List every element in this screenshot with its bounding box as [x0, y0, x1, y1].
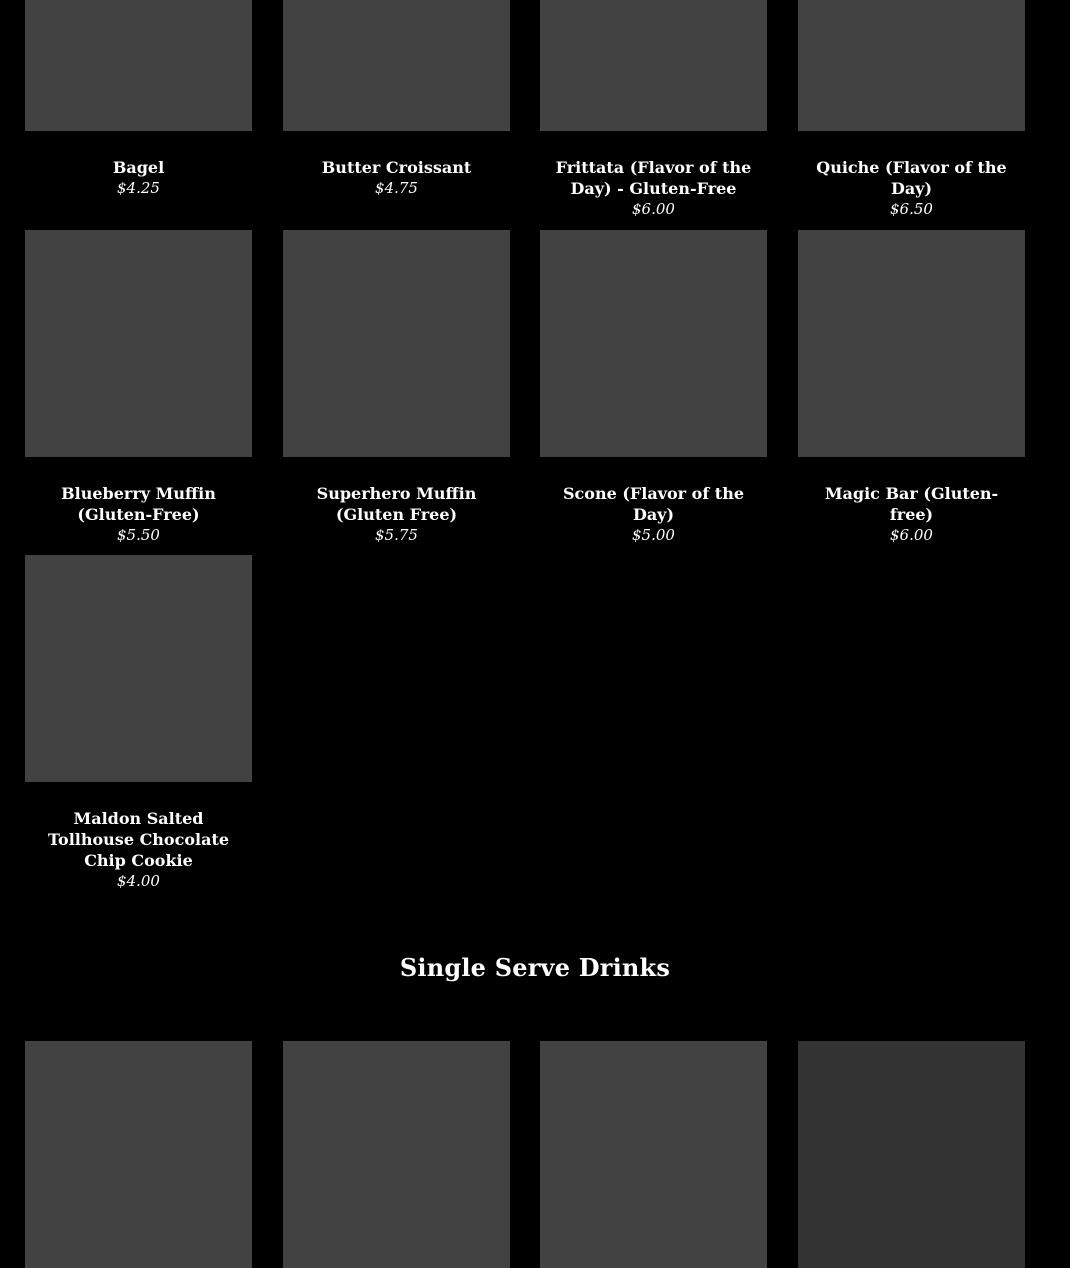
product-name[interactable]: Blueberry Muffin (Gluten-Free): [61, 484, 216, 524]
product-card[interactable]: [25, 0, 252, 199]
product-price: $6.00: [632, 200, 675, 218]
product-price: $6.50: [890, 200, 933, 218]
product-price: $4.75: [375, 179, 418, 197]
product-name[interactable]: Frittata (Flavor of the Day) - Gluten-Free: [555, 158, 752, 198]
drink-card[interactable]: [798, 1041, 1025, 1268]
product-card[interactable]: [798, 0, 1025, 220]
product-price: $4.25: [117, 179, 160, 197]
product-name[interactable]: Superhero Muffin (Gluten Free): [316, 484, 477, 524]
product-name[interactable]: Bagel: [112, 158, 165, 177]
product-card[interactable]: [540, 0, 767, 220]
product-price: $5.50: [117, 526, 160, 544]
product-card[interactable]: [25, 555, 252, 892]
product-image[interactable]: [25, 1041, 252, 1268]
product-image[interactable]: [25, 555, 252, 782]
product-image[interactable]: [540, 0, 767, 131]
product-name[interactable]: Butter Croissant: [321, 158, 472, 177]
drink-card[interactable]: [283, 1041, 510, 1268]
section-title-single-serve-drinks: Single Serve Drinks: [399, 953, 671, 982]
product-price: $5.00: [632, 526, 675, 544]
product-image[interactable]: [798, 0, 1025, 131]
product-card[interactable]: [283, 230, 510, 546]
product-image[interactable]: [798, 230, 1025, 457]
product-card[interactable]: [540, 230, 767, 546]
drink-card[interactable]: [25, 1041, 252, 1268]
product-price: $5.75: [375, 526, 418, 544]
product-image[interactable]: [283, 0, 510, 131]
product-card[interactable]: [283, 0, 510, 199]
product-image[interactable]: [798, 1041, 1025, 1268]
product-image[interactable]: [25, 230, 252, 457]
product-name[interactable]: Maldon Salted Tollhouse Chocolate Chip Cookie: [47, 809, 230, 870]
product-image[interactable]: [540, 230, 767, 457]
product-name[interactable]: Quiche (Flavor of the Day): [816, 158, 1007, 198]
product-image[interactable]: [283, 1041, 510, 1268]
product-image[interactable]: [540, 1041, 767, 1268]
product-name[interactable]: Magic Bar (Gluten-free): [824, 484, 999, 524]
product-price: $6.00: [890, 526, 933, 544]
product-card[interactable]: [25, 230, 252, 546]
product-image[interactable]: [25, 0, 252, 131]
drink-card[interactable]: [540, 1041, 767, 1268]
product-price: $4.00: [117, 872, 160, 890]
product-image[interactable]: [283, 230, 510, 457]
product-card[interactable]: [798, 230, 1025, 546]
product-name[interactable]: Scone (Flavor of the Day): [562, 484, 745, 524]
